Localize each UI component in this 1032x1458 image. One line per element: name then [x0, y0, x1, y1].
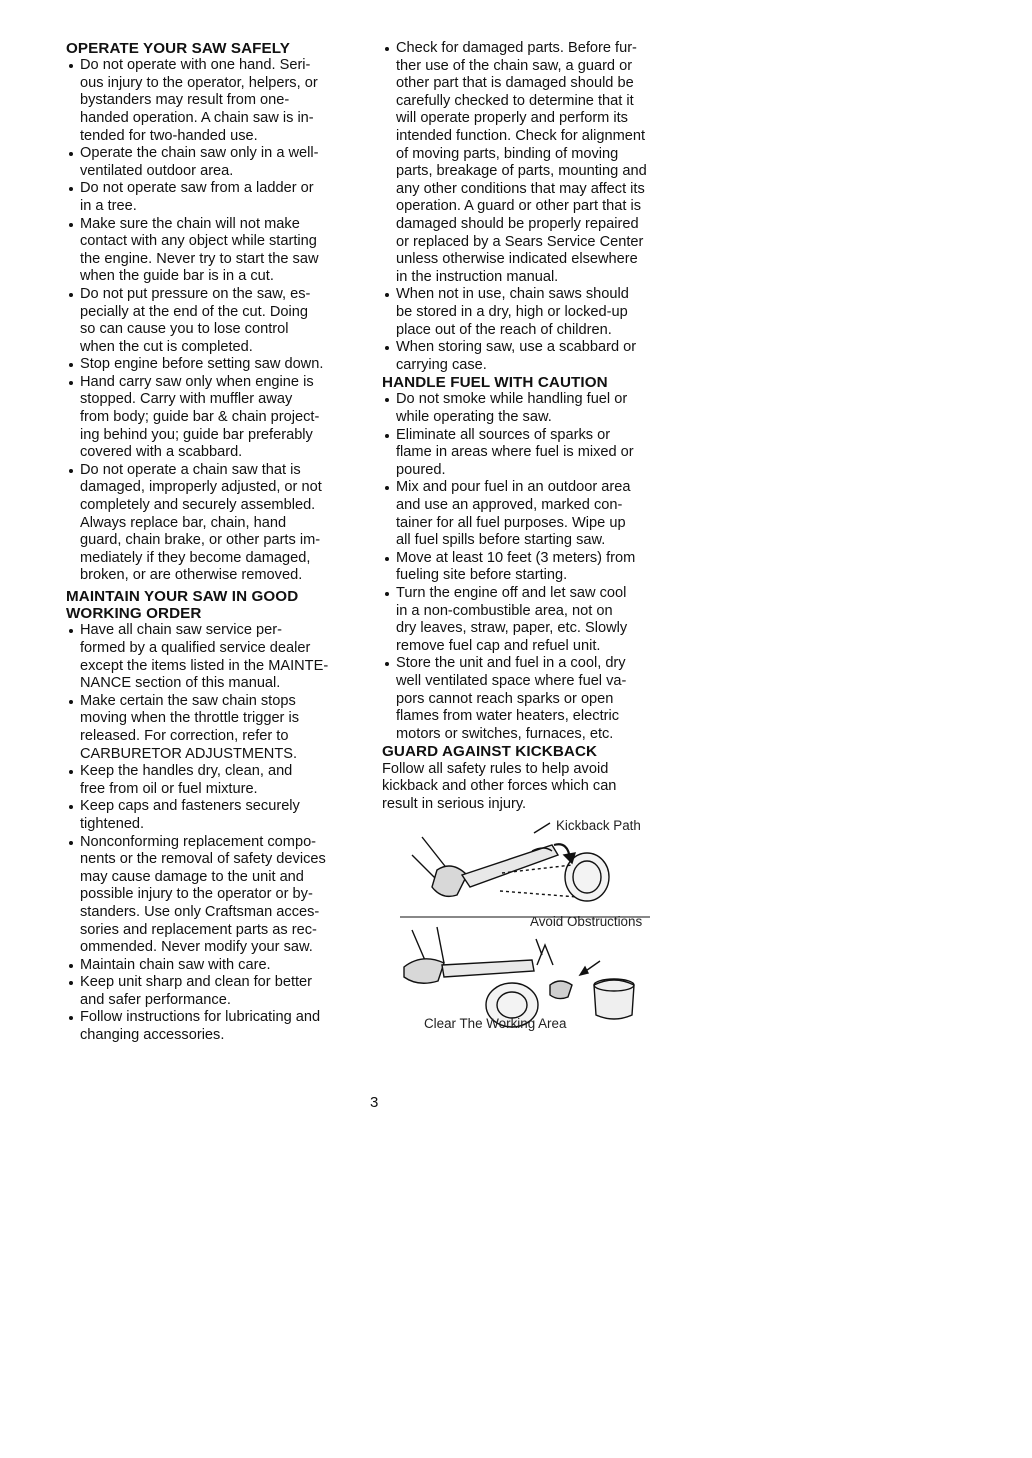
bullet-line: from body; guide bar & chain project- — [80, 409, 320, 426]
bullet-item — [382, 286, 682, 339]
bullet-item — [66, 1009, 366, 1044]
bullet-line: stopped. Carry with muffler away — [80, 391, 293, 408]
bullet-line: When not in use, chain saws should — [396, 286, 629, 303]
bullet-line: completely and securely assembled. — [80, 497, 316, 514]
kickback-path-label: Kickback Path — [556, 818, 641, 834]
bullet-line: ther use of the chain saw, a guard or — [396, 57, 633, 74]
bullet-line: Nonconforming replacement compo- — [80, 833, 317, 850]
left-column — [66, 40, 366, 1045]
bullet-line: When storing saw, use a scabbard or — [396, 339, 637, 356]
bullet-line: ommended. Never modify your saw. — [80, 939, 313, 956]
bullet-line: carefully checked to determine that it — [396, 92, 634, 109]
heading-line: MAINTAIN YOUR SAW IN GOOD — [66, 588, 299, 606]
bullet-line: dry leaves, straw, paper, etc. Slowly — [396, 620, 628, 637]
bullet-line: Hand carry saw only when engine is — [80, 373, 314, 390]
bullet-line: ing behind you; guide bar preferably — [80, 426, 313, 443]
handle-fuel-list — [382, 391, 682, 743]
bullet-line: CARBURETOR ADJUSTMENTS. — [80, 745, 298, 762]
obstruction-pointer — [536, 939, 542, 955]
bullet-item — [66, 957, 366, 975]
bullet-line: Move at least 10 feet (3 meters) from — [396, 549, 636, 566]
bullet-item — [66, 356, 366, 374]
bullet-item — [66, 462, 366, 585]
right-column — [382, 40, 682, 1055]
bullet-line: unless otherwise indicated elsewhere — [396, 251, 638, 268]
bullet-line: Make sure the chain will not make — [80, 215, 300, 232]
bullet-line: parts, breakage of parts, mounting and — [396, 163, 647, 180]
bullet-line: and use an approved, marked con- — [396, 497, 623, 514]
bullet-line: Do not smoke while handling fuel or — [396, 391, 628, 408]
bullet-line: Keep caps and fasteners securely — [80, 798, 300, 815]
paragraph-line: Follow all safety rules to help avoid — [382, 760, 609, 777]
bullet-line: flames from water heaters, electric — [396, 708, 620, 725]
bullet-item — [66, 180, 366, 215]
kickback-scene — [400, 823, 650, 917]
heading-line: WORKING ORDER — [66, 605, 202, 623]
bullet-line: well ventilated space where fuel va- — [396, 672, 627, 689]
bullet-line: will operate properly and perform its — [396, 110, 628, 127]
bullet-line: place out of the reach of children. — [396, 321, 612, 338]
bullet-line: possible injury to the operator or by- — [80, 886, 313, 903]
bullet-line: changing accessories. — [80, 1027, 225, 1044]
bullet-line: except the items listed in the MAINTE- — [80, 657, 329, 674]
bullet-line: moving when the throttle trigger is — [80, 710, 300, 727]
storage-inspection-list — [382, 40, 682, 374]
bullet-line: free from oil or fuel mixture. — [80, 780, 258, 797]
bullet-line: may cause damage to the unit and — [80, 868, 304, 885]
bullet-item — [66, 763, 366, 798]
stump-shape — [594, 980, 634, 1019]
bullet-item — [66, 974, 366, 1009]
bullet-line: tended for two-handed use. — [80, 127, 258, 144]
bullet-line: be stored in a dry, high or locked-up — [396, 303, 628, 320]
bullet-item — [66, 216, 366, 286]
bullet-line: nents or the removal of safety devices — [80, 851, 326, 868]
bullet-line: motors or switches, furnaces, etc. — [396, 725, 614, 742]
bullet-line: when the guide bar is in a cut. — [80, 268, 274, 285]
bullet-line: when the cut is completed. — [80, 338, 253, 355]
bullet-line: any other conditions that may affect its — [396, 180, 645, 197]
bullet-line: handed operation. A chain saw is in- — [80, 109, 314, 126]
paragraph-line: kickback and other forces which can — [382, 778, 617, 795]
bullet-line: released. For correction, refer to — [80, 727, 289, 744]
bullet-line: Turn the engine off and let saw cool — [396, 585, 627, 602]
operate-safely-list — [66, 57, 366, 585]
bullet-line: while operating the saw. — [396, 409, 552, 426]
bullet-line: Store the unit and fuel in a cool, dry — [396, 655, 626, 672]
page-number: 3 — [370, 1094, 379, 1111]
bullet-line: remove fuel cap and refuel unit. — [396, 637, 601, 654]
bullet-line: flame in areas where fuel is mixed or — [396, 444, 634, 461]
bullet-line: Do not operate a chain saw that is — [80, 461, 301, 478]
obstruction-arrowhead — [580, 967, 588, 975]
bullet-item — [382, 585, 682, 655]
bullet-line: so can cause you to lose control — [80, 321, 289, 338]
bullet-line: Stop engine before setting saw down. — [80, 356, 324, 373]
bullet-line: intended function. Check for alignment — [396, 127, 646, 144]
bullet-line: pecially at the end of the cut. Doing — [80, 303, 308, 320]
obstruction-scene — [404, 927, 634, 1027]
bullet-line: standers. Use only Craftsman acces- — [80, 903, 320, 920]
bullet-line: Check for damaged parts. Before fur- — [396, 40, 637, 56]
bullet-item — [66, 622, 366, 692]
heading-maintain-saw — [66, 588, 366, 622]
bullet-line: ous injury to the operator, helpers, or — [80, 74, 318, 91]
bullet-line: carrying case. — [396, 356, 487, 373]
bullet-item — [382, 40, 682, 286]
maintain-saw-list — [66, 622, 366, 1044]
guide-bar-shape — [462, 845, 558, 887]
bullet-item — [382, 391, 682, 426]
bullet-line: Mix and pour fuel in an outdoor area — [396, 479, 631, 496]
bullet-line: contact with any object while starting — [80, 233, 317, 250]
clear-working-area-caption: Clear The Working Area — [424, 1016, 567, 1032]
bullet-line: Keep the handles dry, clean, and — [80, 763, 293, 780]
bullet-line: formed by a qualified service dealer — [80, 640, 311, 657]
bullet-line: of moving parts, binding of moving — [396, 145, 619, 162]
bullet-item — [66, 374, 366, 462]
bullet-line: covered with a scabbard. — [80, 444, 243, 461]
bullet-line: Eliminate all sources of sparks or — [396, 426, 611, 443]
bullet-item — [66, 834, 366, 957]
bullet-line: ventilated outdoor area. — [80, 162, 234, 179]
bullet-line: Make certain the saw chain stops — [80, 692, 296, 709]
bullet-line: tightened. — [80, 815, 145, 832]
kickback-label-leader — [534, 823, 550, 833]
bullet-line: all fuel spills before starting saw. — [396, 532, 606, 549]
saw-body-shape — [432, 866, 467, 896]
kickback-illustration — [382, 815, 682, 1055]
bullet-line: in a tree. — [80, 197, 137, 214]
lower-guide-bar-shape — [442, 960, 534, 977]
bullet-line: mediately if they become damaged, — [80, 549, 311, 566]
bullet-line: Operate the chain saw only in a well- — [80, 145, 319, 162]
bullet-line: tainer for all fuel purposes. Wipe up — [396, 514, 626, 531]
bullet-line: Follow instructions for lubricating and — [80, 1009, 321, 1026]
bullet-item — [382, 339, 682, 374]
bullet-item — [382, 655, 682, 743]
bullet-line: Do not operate saw from a ladder or — [80, 180, 314, 197]
bullet-item — [66, 57, 366, 145]
bullet-line: sories and replacement parts as rec- — [80, 921, 317, 938]
bullet-item — [66, 693, 366, 763]
small-branch-shape — [550, 981, 572, 999]
lower-saw-body-shape — [404, 959, 444, 983]
bullet-line: poured. — [396, 461, 446, 478]
bullet-item — [382, 427, 682, 480]
bullet-line: broken, or are otherwise removed. — [80, 567, 303, 584]
bullet-line: and safer performance. — [80, 991, 231, 1008]
bullet-line: Do not operate with one hand. Seri- — [80, 57, 311, 74]
bullet-item — [66, 798, 366, 833]
bullet-item — [66, 145, 366, 180]
bullet-line: Keep unit sharp and clean for better — [80, 974, 313, 991]
bullet-line: bystanders may result from one- — [80, 92, 290, 109]
heading-handle-fuel: HANDLE FUEL WITH CAUTION — [382, 374, 608, 392]
heading-guard-kickback: GUARD AGAINST KICKBACK — [382, 743, 598, 761]
bullet-line: Have all chain saw service per- — [80, 622, 282, 639]
bullet-item — [382, 550, 682, 585]
bullet-line: pors cannot reach sparks or open — [396, 690, 614, 707]
bullet-line: operation. A guard or other part that is — [396, 198, 642, 215]
bullet-line: in a non-combustible area, not on — [396, 602, 613, 619]
heading-operate-safely: OPERATE YOUR SAW SAFELY — [66, 40, 290, 57]
bullet-item — [382, 479, 682, 549]
bullet-item — [66, 286, 366, 356]
bullet-line: in the instruction manual. — [396, 268, 559, 285]
kickback-paragraph — [382, 761, 682, 814]
bullet-line: guard, chain brake, or other parts im- — [80, 532, 321, 549]
bullet-line: NANCE section of this manual. — [80, 675, 281, 692]
bullet-line: Always replace bar, chain, hand — [80, 514, 287, 531]
bullet-line: Do not put pressure on the saw, es- — [80, 285, 311, 302]
bullet-line: the engine. Never try to start the saw — [80, 250, 319, 267]
bullet-line: damaged should be properly repaired — [396, 215, 639, 232]
bullet-line: other part that is damaged should be — [396, 75, 634, 92]
avoid-obstructions-label: Avoid Obstructions — [530, 914, 643, 930]
bullet-line: Maintain chain saw with care. — [80, 956, 271, 973]
paragraph-line: result in serious injury. — [382, 795, 527, 812]
bullet-line: damaged, improperly adjusted, or not — [80, 479, 322, 496]
bullet-line: or replaced by a Sears Service Center — [396, 233, 644, 250]
bullet-line: fueling site before starting. — [396, 567, 568, 584]
